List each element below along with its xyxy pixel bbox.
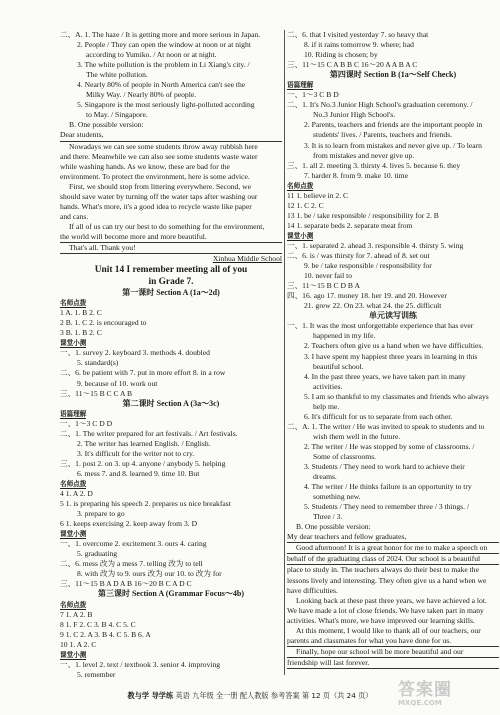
- left-line: Milky Way. / Nearly 80% of people.: [86, 90, 197, 100]
- right-line: 11 1. believe in 2. C: [287, 190, 349, 200]
- left-line: while washing hands. As we know, these are bad for the: [60, 161, 230, 171]
- section-heading: 名师点拨: [60, 299, 87, 308]
- right-line: 一、1. separated 2. ahead 3. responsible 4. thirsty 5. wing: [287, 240, 464, 250]
- right-line: 第四课时 Section B (1a～Self Check): [329, 70, 457, 80]
- left-line: to May. / Singapore.: [86, 110, 148, 120]
- left-line: 3 B. 1. B 2. C: [60, 328, 102, 338]
- right-line: 10. never fail to: [304, 271, 353, 281]
- left-line: [60, 338, 282, 348]
- right-line: friendship will last forever.: [287, 658, 499, 669]
- watermark-logo: [398, 681, 494, 707]
- right-line: dreams.: [313, 472, 337, 482]
- watermark-text: 答案圈: [398, 680, 452, 700]
- right-line: Three / 3.: [313, 512, 343, 522]
- right-line: 10. Riding is chosen; by: [304, 50, 378, 60]
- left-line: If all of us can try our best to do something for the environment,: [69, 221, 265, 231]
- left-column: [60, 30, 282, 680]
- section-heading: 名师点拨: [60, 479, 87, 488]
- left-line: 4. Nearly 80% of people in North America can't see the: [77, 80, 246, 90]
- left-line: 5. standard(s): [77, 358, 119, 368]
- left-line: 二、6. mess 改为 a mess 7. telling 改为 to tell: [60, 559, 203, 569]
- right-line: wish them well in the future.: [313, 431, 401, 441]
- left-line: 9 1. C 2. A 3. B 4. C 5. B 6. A: [60, 629, 151, 639]
- section-heading: 课堂小测: [60, 339, 87, 348]
- right-line: 三、1. all 2. meeting 3. thirsty 4. lives 5. because 6. they: [287, 160, 461, 170]
- left-line: [60, 529, 282, 539]
- right-line: No.3 Junior High School's.: [313, 110, 396, 120]
- right-line: 9. be / take responsible / responsibility for: [304, 261, 432, 271]
- left-line: and there. Meanwhile we can also see some students waste water: [60, 151, 258, 161]
- watermark-url: MXQE.COM: [398, 699, 442, 707]
- right-line: 3. I have spent my happiest three years in learning in this: [304, 351, 478, 361]
- right-line: We have made a lot of close friends. We have taken part in many: [287, 605, 484, 615]
- right-line: 21. grew 22. On 23. what 24. the 25. difficult: [304, 301, 442, 311]
- left-line: 5. graduating: [77, 549, 118, 559]
- right-line: something new.: [313, 492, 361, 502]
- right-line: behalf of the graduating class of 2024. Our school is a beautiful: [287, 554, 499, 565]
- left-line: Unit 14 I remember meeting all of you: [94, 265, 248, 276]
- left-line: 6 1. keeps exercising 2. keep away from 3. D: [60, 519, 198, 529]
- left-line: 3. It's difficult for the writer not to cry.: [77, 448, 195, 458]
- left-line: 8. with 改为 to 9. ours 改为 our 10. to 改为 for: [77, 569, 222, 579]
- left-line: 三、1. post 2. on 3. up 4. anyone / anybody 5. helping: [60, 458, 226, 468]
- left-line: 3. The white pollution is the problem in Li Xiang's city. /: [77, 60, 250, 70]
- section-heading: 语篇理解: [287, 81, 314, 90]
- right-line: 13 1. be / take responsible / responsibility for 2. B: [287, 210, 439, 220]
- right-line: 一、1～3 C B D: [287, 90, 339, 100]
- left-line: the world will become more and more beautiful.: [60, 232, 282, 243]
- left-line: environment. To protect the environment, here is some advice.: [60, 171, 250, 181]
- left-line: 第三课时 Section A (Grammar Focus～4b): [97, 589, 245, 599]
- right-line: 3. It is to learn from mistakes and never give up. / To learn: [304, 140, 482, 150]
- footer-brand: 教与学 导学练: [127, 691, 174, 700]
- right-line: 单元读写训练: [369, 311, 417, 321]
- right-line: My dear teachers and fellow graduates,: [287, 532, 499, 543]
- left-line: The white pollution.: [86, 70, 148, 80]
- right-line: students' lives. / Parents, teachers and friends.: [313, 130, 453, 140]
- left-line: B. One possible version:: [69, 120, 144, 130]
- right-line: 3. Students / They need to work hard to achieve their: [304, 462, 465, 472]
- right-line: 2. Parents, teachers and friends are the important people in: [304, 120, 483, 130]
- right-line: 5. Students / They need to remember three / 3 things. /: [304, 502, 469, 512]
- left-line: [60, 298, 282, 308]
- right-line: 6. It's difficult for us to separate from each other.: [304, 411, 453, 421]
- left-line: 10 1. A 2. C: [60, 639, 97, 649]
- left-line: [60, 479, 282, 489]
- left-line: Xinhua Middle School: [212, 254, 282, 264]
- right-line: 2. The writer / He was stopped by some of classrooms. /: [304, 441, 475, 451]
- left-line: 5. remember: [77, 669, 116, 679]
- right-line: Some of classrooms.: [313, 451, 377, 461]
- right-line: 三、11～15 B C D B A: [287, 281, 360, 291]
- right-line: At this moment, I would like to thank all of our teachers, our: [296, 625, 481, 635]
- left-line: 1 A. 1. B 2. C: [60, 308, 102, 318]
- section-heading: 课堂小测: [287, 231, 314, 240]
- left-line: Nowadays we can see some students throw away rubbish here: [69, 141, 258, 151]
- right-line: 8. if it rains tomorrow 9. where; had: [304, 40, 414, 50]
- right-line: 2. Teachers often give us a hand when we have difficulties.: [304, 341, 484, 351]
- left-line: and cans.: [60, 211, 89, 221]
- right-line: Looking back at these past three years, we have achieved a lot.: [296, 595, 487, 605]
- left-line: 8 1. F 2. C 3. B 4. C 5. C: [60, 619, 136, 629]
- left-line: 一、1～3 C D D: [60, 418, 113, 428]
- left-line: 2. People / They can open the window at noon or at night: [77, 40, 251, 50]
- right-line: 4. The writer / He thinks failure is an opportunity to try: [304, 482, 472, 492]
- left-line: [60, 409, 282, 419]
- left-line: 6. mess 7. and 8. learned 9. time 10. But: [77, 468, 200, 478]
- left-line: 第二课时 Section A (3a～3c): [122, 398, 220, 408]
- section-heading: 课堂小测: [60, 650, 87, 659]
- right-line: 二、A. 1. The writer / He was invited to speak to students and to: [287, 421, 485, 431]
- left-line: 一、1. overcome 2. excitement 3. ours 4. caring: [60, 539, 207, 549]
- right-line: B. One possible version:: [296, 522, 371, 532]
- right-line: 四、16. ago 17. money 18. her 19. and 20. However: [287, 291, 447, 301]
- right-line: 一、1. It was the most unforgettable experience that has ever: [287, 321, 474, 331]
- section-heading: 课堂小测: [60, 530, 87, 539]
- right-line: beautiful school.: [313, 361, 364, 371]
- right-line: [287, 80, 499, 90]
- right-line: 12 1. C 2. C: [287, 200, 324, 210]
- right-line: 二、6. that I visited yesterday 7. so heavy that: [287, 30, 429, 39]
- left-line: 4 1. A 2. D: [60, 489, 93, 499]
- left-line: 5. Singapore is the most seriously light-polluted according: [77, 100, 255, 110]
- section-heading: 名师点拨: [60, 600, 87, 609]
- column-divider: [284, 30, 285, 675]
- left-line: 第一课时 Section A (1a～2d): [122, 288, 220, 298]
- left-line: [60, 650, 282, 660]
- left-line: First, we should stop from littering everywhere. Second, we: [69, 181, 252, 191]
- left-line: 一、1. survey 2. keyboard 3. methods 4. doubled: [60, 348, 210, 358]
- left-line: in Grade 7.: [148, 277, 194, 288]
- right-line: 7. harder 8. from 9. make 10. time: [304, 170, 408, 180]
- right-line: Good afternoon! It is a great honor for me to make a speech on: [287, 543, 499, 554]
- right-line: activities. What's more, we have improved our learning skills.: [287, 615, 475, 625]
- right-line: [287, 231, 499, 241]
- left-line: 二、A. 1. The haze / It is getting more and more serious in Japan.: [60, 30, 261, 39]
- right-line: help me.: [313, 401, 340, 411]
- right-line: happened in my life.: [313, 331, 376, 341]
- right-line: activities.: [313, 381, 343, 391]
- right-line: lessons lively and interesting. They often give us a hand when we: [287, 575, 487, 585]
- left-line: 7 1. A 2. B: [60, 609, 93, 619]
- right-column: [287, 30, 499, 669]
- left-line: 三、11～15 B A D A B 16～20 B C A D C: [60, 579, 192, 589]
- left-line: 一、1. level 2. text / textbook 3. senior 4. improving: [60, 659, 221, 669]
- left-line: [60, 600, 282, 610]
- right-line: place to study in. The teachers always do their best to make the: [287, 565, 479, 575]
- section-heading: 名师点拨: [287, 181, 314, 190]
- left-line: Dear students,: [60, 130, 282, 141]
- left-line: should save water by turning off the water taps after washing our: [60, 191, 258, 201]
- right-line: 5. I am so thankful to my classmates and friends who always: [304, 391, 489, 401]
- right-line: Finally, hope our school will be more beautiful and our: [287, 647, 499, 658]
- right-line: 二、6. is / was thirsty for 7. ahead of 8. set out: [287, 251, 430, 261]
- left-line: 9. because of 10. work out: [77, 378, 158, 388]
- left-line: according to Yumiko. / At noon or at night.: [86, 50, 217, 60]
- right-line: parents and classmates for what you have done for us.: [287, 636, 499, 647]
- right-line: 三、11～15 C A B B C 16～20 A A B A C: [287, 60, 418, 70]
- left-line: 2. The writer has learned English. / English.: [77, 438, 211, 448]
- section-heading: 语篇理解: [60, 409, 87, 418]
- right-line: from mistakes and never give up.: [313, 150, 415, 160]
- left-line: 二、6. be patient with 7. put in more effort 8. in a row: [60, 368, 226, 378]
- left-line: That's all. Thank you!: [60, 243, 282, 254]
- right-line: 4. In the past three years, we have taken part in many: [304, 371, 466, 381]
- right-line: [287, 181, 499, 191]
- left-line: hands. What's more, it's a good idea to recycle waste like paper: [60, 201, 252, 211]
- right-line: have difficulties.: [287, 585, 338, 595]
- left-line: 二、1. The writer prepared for art festivals. / Art festivals.: [60, 428, 238, 438]
- left-line: 三、11～15 B C C A B: [60, 388, 133, 398]
- right-line: 14 1. separate beds 2. separate meat from: [287, 220, 413, 230]
- left-line: 2 B. 1. C 2. is encouraged to: [60, 318, 147, 328]
- left-line: 5 1. is preparing his speech 2. prepares us nice breakfast: [60, 499, 231, 509]
- right-line: 二、1. It's No.3 Junior High School's graduation ceremony. /: [287, 100, 473, 110]
- footer-text: 英语 九年级 全一册 配人教版 参考答案 第 12 页（共 24 页）: [175, 691, 373, 700]
- left-line: 3. prepare to go: [77, 509, 125, 519]
